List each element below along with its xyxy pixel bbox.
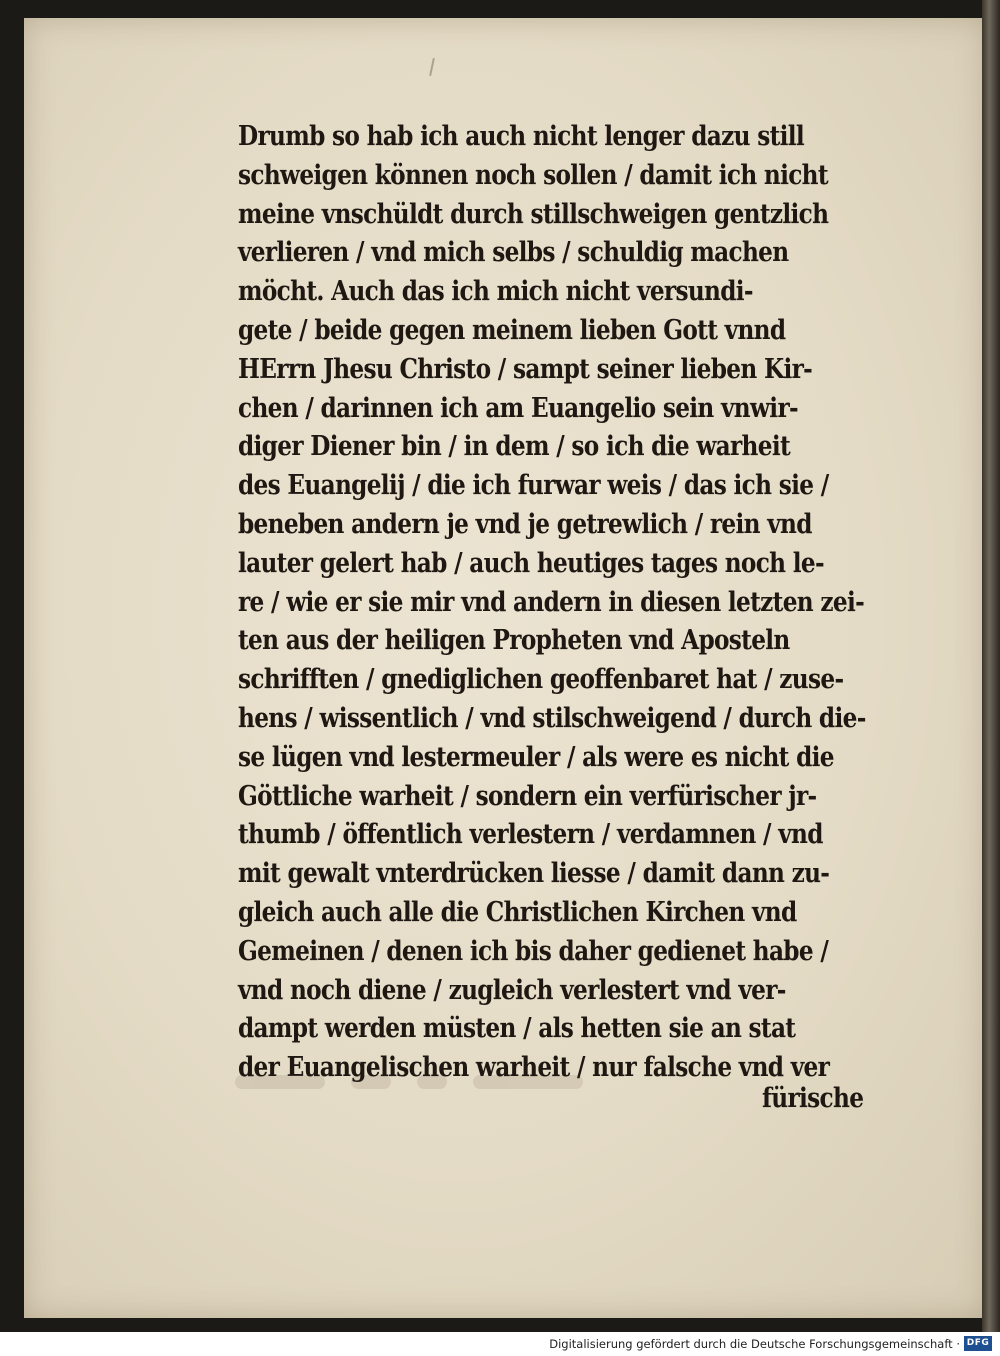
text-line: der Euangelischen warheit / nur falsche vnd ver <box>238 1052 830 1084</box>
text-line: ten aus der heiligen Propheten vnd Aposteln <box>238 625 790 657</box>
text-line: beneben andern je vnd je getrewlich / rein vnd <box>238 508 812 540</box>
margin-mark <box>429 58 435 76</box>
text-line: schweigen können noch sollen / damit ich nicht <box>238 159 828 191</box>
text-line: chen / darinnen ich am Euangelio sein vnwir- <box>238 392 798 424</box>
text-line: meine vnschüldt durch stillschweigen gentzlich <box>238 198 829 230</box>
text-line: gete / beide gegen meinem lieben Gott vnnd <box>238 314 786 346</box>
text-line: gleich auch alle die Christlichen Kirchen vnd <box>238 896 797 928</box>
text-line: thumb / öffentlich verlestern / verdamnen / vnd <box>238 819 823 851</box>
text-line: möcht. Auch das ich mich nicht versundi- <box>238 276 753 308</box>
text-line: diger Diener bin / in dem / so ich die warheit <box>238 431 790 463</box>
text-line: hens / wissentlich / vnd stilschweigend / durch die- <box>238 702 866 734</box>
text-block <box>238 118 888 1088</box>
text-line: se lügen vnd lestermeuler / als were es nicht die <box>238 741 834 773</box>
book-edge <box>982 0 1000 1332</box>
text-line: dampt werden müsten / als hetten sie an stat <box>238 1013 796 1045</box>
text-line: re / wie er sie mir vnd andern in diesen letzten zei- <box>238 586 865 618</box>
text-line: des Euangelij / die ich furwar weis / das ich sie / <box>238 470 829 502</box>
text-line: Gemeinen / denen ich bis daher gedienet habe / <box>238 935 829 967</box>
text-line: lauter gelert hab / auch heutiges tages noch le- <box>238 547 824 579</box>
text-line: HErrn Jhesu Christo / sampt seiner lieben Kir- <box>238 353 813 385</box>
text-line: Göttliche warheit / sondern ein verfürischer jr- <box>238 780 817 812</box>
text-line: schrifften / gnediglichen geoffenbaret hat / zuse- <box>238 664 844 696</box>
dfg-logo: DFG <box>964 1336 992 1351</box>
footer-credit: Digitalisierung gefördert durch die Deutsche Forschungsgemeinschaft · <box>549 1337 960 1351</box>
footer-bar <box>0 1332 1000 1356</box>
text-line: vnd noch diene / zugleich verlestert vnd ver- <box>238 974 786 1006</box>
text-line: mit gewalt vnterdrücken liesse / damit dann zu- <box>238 858 830 890</box>
text-line: Drumb so hab ich auch nicht lenger dazu still <box>238 121 805 152</box>
text-line: verlieren / vnd mich selbs / schuldig machen <box>238 237 789 269</box>
catchword: fürische <box>762 1083 864 1114</box>
